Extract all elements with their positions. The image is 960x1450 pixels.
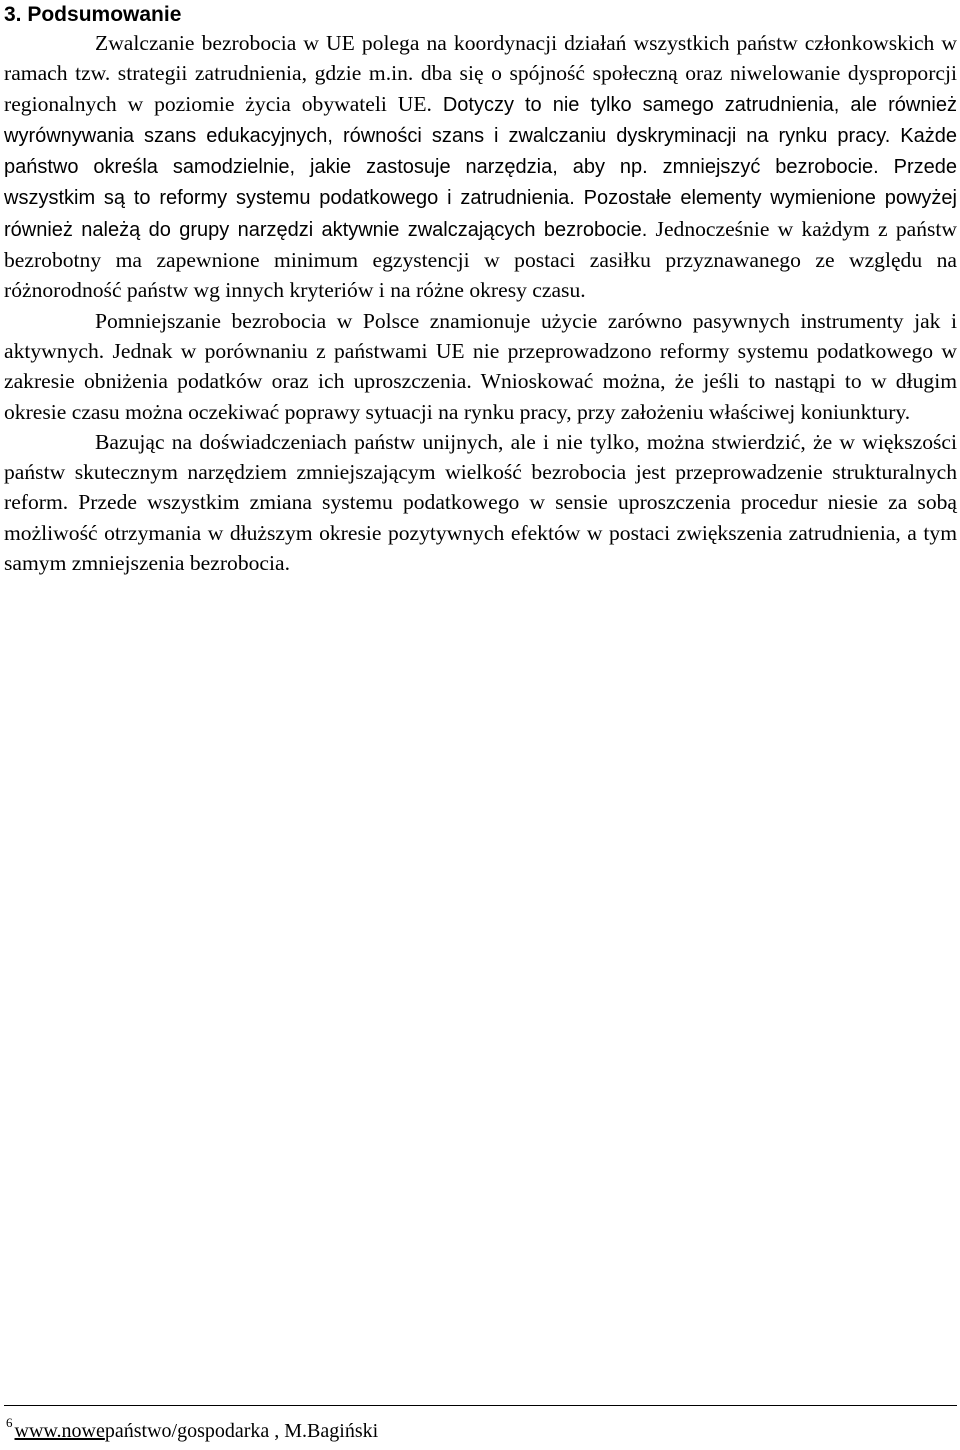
paragraph-1-middle: Dotyczy to nie tylko samego zatrudnienia, ale również wyrównywania szans edukacyjnych, równości szans i zwalczaniu dyskryminacji na rynku pracy. Każde państwo określa samodzielnie, jakie zastosuje narzędzia, aby np. zmniejszyć bezrobocie. Przede wszystkim są to reformy systemu podatkowego i zatrudnienia. Pozostałe elementy wymienione powyżej również należą do grupy narzędzi aktywnie zwalczających bezrobocie. — [4, 93, 957, 241]
paragraph-1 — [4, 28, 957, 306]
paragraph-3: Bazując na doświadczeniach państw unijnych, ale i nie tylko, można stwierdzić, że w większości państw skutecznym narzędziem zmniejszającym wielkość bezrobocia jest przeprowadzenie strukturalnych reform. Przede wszystkim zmiana systemu podatkowego w sensie uproszczenia procedur niesie za sobą możliwość otrzymania w dłuższym okresie pozytywnych efektów w postaci zwiększenia zatrudnienia, a tym samym zmniejszenia bezrobocia. — [4, 429, 957, 576]
footnote — [6, 1415, 379, 1444]
paragraph-1-tail: Jednocześnie w każdym z państw bezrobotny ma zapewnione minimum egzystencji w postaci zasiłku przyznawanego ze względu na różnorodność państw wg innych kryteriów i na różne okresy czasu. — [4, 216, 958, 303]
section-heading: 3. Podsumowanie — [4, 3, 182, 26]
paragraph-2: Pomniejszanie bezrobocia w Polsce znamionuje użycie zarówno pasywnych instrumenty jak i aktywnych. Jednak w porównaniu z państwami UE nie przeprowadzono reformy systemu podatkowego w zakresie obniżenia podatków oraz ich uproszczenia. Wnioskować można, że jeśli to nastąpi to w długim okresie czasu można oczekiwać poprawy sytuacji na rynku pracy, przy założeniu właściwej koniunktury. — [4, 308, 957, 424]
footnote-number: 6 — [6, 1415, 13, 1430]
footnote-divider — [4, 1405, 957, 1406]
footnote-source: państwo/gospodarka , M.Bagiński — [104, 1420, 379, 1442]
footnote-link[interactable]: www.nowe — [14, 1420, 105, 1442]
paragraph-1-lead: Zwalczanie bezrobocia w UE polega na koordynacji działań wszystkich państw członkowskich w ramach tzw. strategii zatrudnienia, gdzie m.in. dba się o spójność społeczną oraz niwelowanie dysproporcji regionalnych w poziomie życia obywateli UE. — [4, 31, 957, 116]
summary-body — [4, 28, 957, 578]
